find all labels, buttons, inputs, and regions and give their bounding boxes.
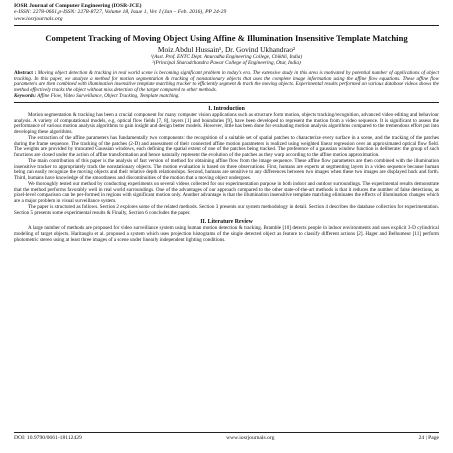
affiliation-2: ²(Principal Sharadchandra Pawar College of Engineering, Otur, India)	[152, 59, 301, 66]
journal-name: IOSR Journal of Computer Engineering (IOSR-JCE)	[14, 3, 142, 9]
abstract-rule	[14, 102, 439, 103]
issn-line: e-ISSN: 2278-0661,p-ISSN: 2278-8727, Volume 18, Issue 1, Ver. I (Jan – Feb. 2016), PP 24-29	[14, 9, 227, 16]
footer-website[interactable]: www.iosrjournals.org	[226, 435, 275, 441]
footer-rule	[14, 432, 439, 433]
paper-authors: Moiz Abdul Hussain¹, Dr. Govind Ukhandrao²	[157, 45, 296, 55]
journal-website[interactable]: www.iosrjournals.org	[14, 15, 63, 22]
affiliation-1: ¹(Asst. Prof. ENTC Dept. Anuradha Engineering College, Chikhli, India)	[150, 54, 303, 61]
journal-header	[14, 3, 439, 22]
header-rule	[14, 25, 439, 26]
paragraph: The extraction of the affine parameters has fundamentally two components: the recognition of a suitable set of spatial patches to characterize every surface in a scene, and the tracking of the patches during the frame sequence. The tracking of the patches (2-D) and assessment of their connected affine motion parameters is realized using weighted linear regression over an approximated optical flow field. The weights are provided by truncated Gaussian windows, each defining the spatial extent of one of the patches being tracked. The preference of a gaussian window function is deliberate: the group of such functions are closed under the action of affine transformation and hence naturally represent the evolution of the patches as they warp according to the affine motion approximation.	[14, 134, 439, 159]
section-heading: I. Introduction	[208, 106, 245, 113]
page-footer	[14, 432, 439, 441]
abstract	[14, 71, 439, 94]
paragraph: The main contribution of this paper is the analysis of fast version of method for obtaining affine flow from the image sequence. These affine flow parameters are then combined with the illumination insensitive tracker to appropriately track the nonstationary objects. The motion evaluation is based on three observations. First, humans are experts at segmenting layers in a video sequence because human being can easily recognize the moving objects and their relative depth relationships. Second, humans are sensitive to any differences between two images when these two images are displayed back and forth. Third, humans have knowledge of the smoothness and discontinuities of the motion that a moving object undergoes.	[14, 157, 439, 182]
paper-title: Competent Tracking of Moving Object Using Affine & Illumination Insensitive Template Matching	[45, 33, 408, 44]
paragraph: The paper is structured as follows. Section 2 explores some of the related methods. Section 3 presents our system methodology in detail. Section 4 describes the database collection for experimentation. Section 5 presents some experimental results & Finally, Section 6 concludes the paper.	[14, 203, 439, 216]
paragraph: We thoroughly tested our method by conducting experiments on several videos collected for our experimentation purpose in both indoor and outdoor surroundings. The experimental results demonstrate that the method performs favorably well in real world surroundings. One of the advantages of our approach compared to the other state-of-the-art methods is that it reduces the number of false detections, as pixel-level comparison can be per-formed in regions with significant motion only. Another advantage is that the illumination insensitive template matching eliminates the effects of illumination changes which are a major problem in visual surveillance system.	[14, 180, 439, 205]
doi[interactable]: DOI: 10.9790/0661-18112429	[14, 435, 82, 441]
paragraph: Motion segmentation & tracking has been a crucial component for many computer vision applications such as structure form motion, objects tracking/recognition, advanced video editing and behaviour analysis. A variety of computational models, e.g. optical flow fields [7, 8], layers [1] and boundaries [9], have been developed to represent the motion from a video sequence. It is significant to assess the performance of various motion analysis algorithms to gain insight and design better models. However, little has been done for evaluating motion analysis algorithms compared to the tremendous effort put into developing these algorithms.	[14, 111, 439, 136]
page-number: 24 | Page	[418, 435, 439, 441]
section-literature-review	[14, 219, 439, 243]
keywords-text: Affine Flow, Video Surveillance, Object Tracking, Template matching.	[37, 92, 180, 99]
keywords	[14, 94, 439, 100]
abstract-text: Moving object detection & tracking in real world scene is becoming significant problem in today's era. The extensive study in this area is motivated by potential number of applications of object tracking. In this paper, we analyze a method for motion segmentation & tracking of nonstationary objects that uses the complete image information using the affine flow equations. These affine flow parameters are then combined with illumination insensitive template matching tracker to efficiently segment & track the moving objects. Experimental results performed on various database videos shows the method effectively tracks the object without miss detection of the target compared to other methods.	[14, 69, 439, 93]
keywords-label: Keywords:	[14, 92, 37, 99]
abstract-label: Abstract :	[14, 69, 37, 76]
paragraph: A large number of methods are proposed for video surveillance system using human motion detection & tracking. Bramble [10] detects people in indoor environments and uses explicit 3-D cylindrical modeling of target objects. Haritaoglu et al. proposed a system which uses projection histograms of the single detected object as feature to classify different actions [2]. Hager and Belhumeur [11] perform photometric stereo using at least three images of a scene under linearly independent lighting conditions.	[14, 225, 439, 243]
section-heading: II. Literature Review	[200, 219, 253, 226]
section-introduction	[14, 106, 439, 216]
